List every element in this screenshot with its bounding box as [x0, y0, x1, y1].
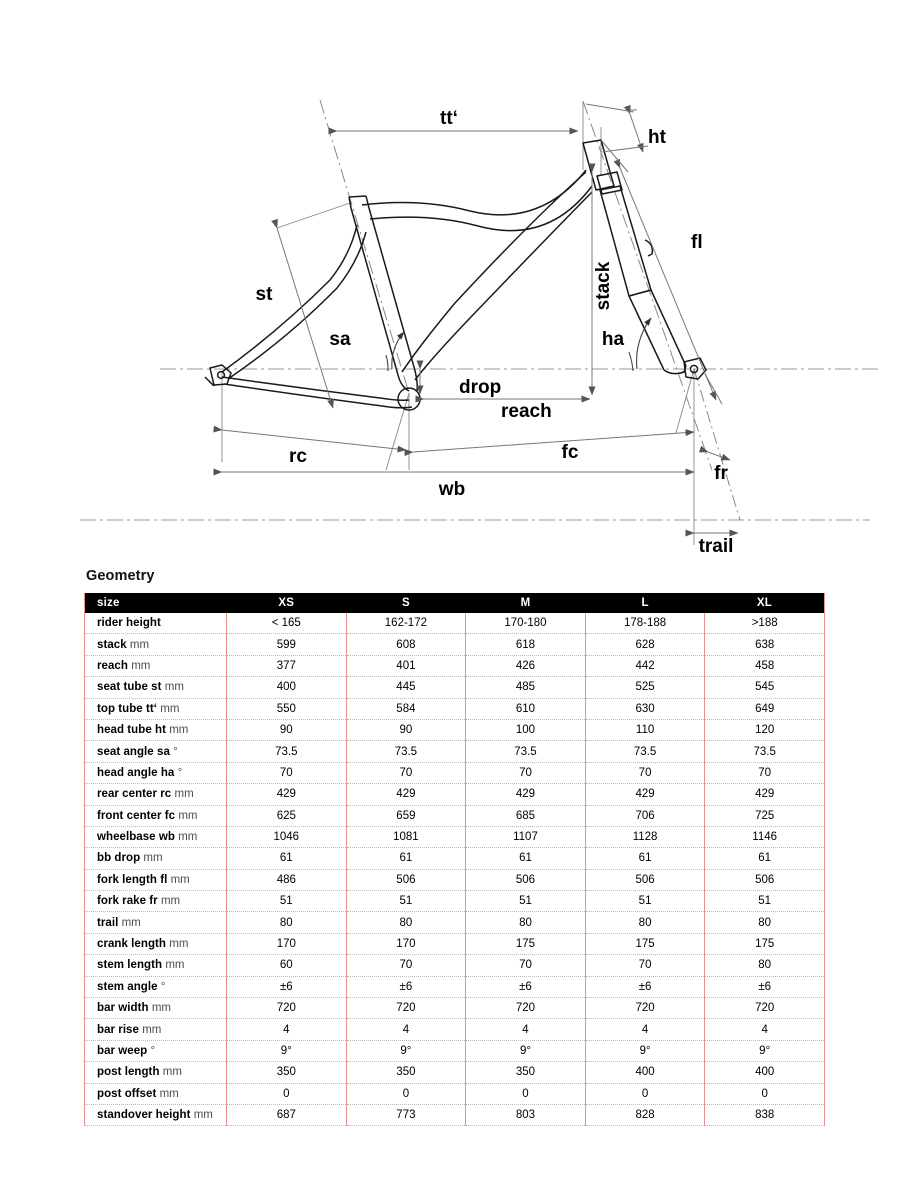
- cell-xs: 486: [227, 869, 347, 890]
- cell-xs: 80: [227, 912, 347, 933]
- page-title: Geometry: [86, 568, 155, 584]
- row-label: [85, 719, 227, 740]
- cell-xl: 175: [705, 933, 825, 954]
- label-sa: sa: [329, 329, 351, 350]
- label-reach: reach: [501, 401, 552, 422]
- table-row: [85, 1040, 825, 1061]
- cell-xl: >188: [705, 613, 825, 634]
- cell-xl: ±6: [705, 976, 825, 997]
- cell-s: ±6: [346, 976, 466, 997]
- row-label: [85, 805, 227, 826]
- cell-xs: < 165: [227, 613, 347, 634]
- cell-l: 400: [585, 1062, 705, 1083]
- row-label-unit: mm: [160, 895, 181, 908]
- row-label: [85, 634, 227, 655]
- label-st: st: [255, 284, 273, 305]
- cell-l: 61: [585, 848, 705, 869]
- table-row: [85, 613, 825, 634]
- row-label-name: fork rake fr: [97, 895, 158, 908]
- row-label-name: bar weep: [97, 1045, 148, 1057]
- row-label-name: fork length fl: [97, 873, 168, 886]
- cell-m: 685: [466, 805, 586, 826]
- row-label-name: bar width: [97, 1002, 149, 1015]
- cell-l: 178-188: [585, 613, 705, 634]
- row-label: [85, 1083, 227, 1104]
- table-row: [85, 655, 825, 676]
- cell-l: 828: [585, 1104, 705, 1125]
- table-row: [85, 826, 825, 847]
- header-row: [85, 593, 825, 613]
- table-row: [85, 1062, 825, 1083]
- row-label-name: bar rise: [97, 1023, 139, 1036]
- row-label: [85, 784, 227, 805]
- table-row: [85, 677, 825, 698]
- row-label-unit: °: [150, 1045, 156, 1057]
- diagram-labels: [256, 108, 734, 557]
- cell-s: 170: [346, 933, 466, 954]
- cell-s: 61: [346, 848, 466, 869]
- table-row: [85, 805, 825, 826]
- row-label-name: bb drop: [97, 852, 141, 865]
- cell-m: 720: [466, 998, 586, 1019]
- cell-xs: 60: [227, 955, 347, 976]
- header-m: M: [466, 593, 586, 613]
- cell-xs: 51: [227, 891, 347, 912]
- label-trail: trail: [698, 536, 734, 557]
- row-label-unit: mm: [170, 873, 190, 886]
- row-label: [85, 1040, 227, 1061]
- cell-xs: 9°: [227, 1040, 347, 1061]
- cell-s: 162-172: [346, 613, 466, 634]
- row-label-unit: mm: [164, 681, 184, 694]
- cell-l: 70: [585, 762, 705, 783]
- cell-l: 525: [585, 677, 705, 698]
- row-label-unit: mm: [151, 1002, 171, 1015]
- row-label-unit: mm: [159, 1087, 179, 1100]
- cell-xl: 0: [705, 1083, 825, 1104]
- table-row: [85, 891, 825, 912]
- table-row: [85, 784, 825, 805]
- row-label: [85, 955, 227, 976]
- cell-l: 720: [585, 998, 705, 1019]
- row-label-unit: °: [160, 980, 166, 993]
- table-row: [85, 719, 825, 740]
- cell-s: 90: [346, 719, 466, 740]
- row-label-name: post length: [97, 1066, 160, 1079]
- cell-m: 803: [466, 1104, 586, 1125]
- cell-s: 51: [346, 891, 466, 912]
- cell-m: 506: [466, 869, 586, 890]
- row-label-name: rear center rc: [97, 788, 172, 801]
- table-row: [85, 933, 825, 954]
- cell-xl: 649: [705, 698, 825, 719]
- header-xs: XS: [227, 593, 347, 613]
- cell-xs: 400: [227, 677, 347, 698]
- cell-m: 485: [466, 677, 586, 698]
- label-drop: drop: [459, 377, 502, 398]
- row-label-unit: mm: [178, 831, 198, 844]
- table-row: [85, 741, 825, 762]
- cell-m: 429: [466, 784, 586, 805]
- table-body: [85, 613, 825, 1126]
- cell-s: 608: [346, 634, 466, 655]
- table-row: [85, 869, 825, 890]
- header-s: S: [346, 593, 466, 613]
- label-fl: fl: [691, 232, 703, 253]
- table-row: [85, 998, 825, 1019]
- cell-xs: 90: [227, 719, 347, 740]
- cell-xl: 400: [705, 1062, 825, 1083]
- cell-l: ±6: [585, 976, 705, 997]
- row-label-unit: mm: [162, 1066, 182, 1079]
- cell-s: 80: [346, 912, 466, 933]
- label-stack: stack: [593, 261, 614, 311]
- cell-l: 706: [585, 805, 705, 826]
- cell-s: 4: [346, 1019, 466, 1040]
- row-label-name: seat angle sa: [97, 745, 170, 758]
- cell-l: 51: [585, 891, 705, 912]
- header-l: L: [585, 593, 705, 613]
- cell-xs: ±6: [227, 976, 347, 997]
- cell-s: 445: [346, 677, 466, 698]
- cell-l: 110: [585, 719, 705, 740]
- row-label: [85, 677, 227, 698]
- cell-xs: 687: [227, 1104, 347, 1125]
- cell-l: 9°: [585, 1040, 705, 1061]
- cell-m: 73.5: [466, 741, 586, 762]
- dimension-lines: [222, 104, 738, 533]
- bike-frame-svg: [0, 0, 900, 560]
- cell-l: 73.5: [585, 741, 705, 762]
- cell-xs: 599: [227, 634, 347, 655]
- cell-xl: 61: [705, 848, 825, 869]
- row-label: [85, 1062, 227, 1083]
- row-label-unit: mm: [160, 702, 180, 715]
- row-label-name: rider height: [97, 617, 161, 630]
- row-label: [85, 933, 227, 954]
- cell-l: 0: [585, 1083, 705, 1104]
- cell-m: 51: [466, 891, 586, 912]
- row-label: [85, 1104, 227, 1125]
- row-label: [85, 1019, 227, 1040]
- cell-xs: 170: [227, 933, 347, 954]
- cell-m: 61: [466, 848, 586, 869]
- cell-m: 1107: [466, 826, 586, 847]
- cell-l: 628: [585, 634, 705, 655]
- geometry-section: [84, 568, 824, 1126]
- label-ha: ha: [601, 329, 625, 350]
- cell-xs: 70: [227, 762, 347, 783]
- cell-s: 70: [346, 955, 466, 976]
- cell-xs: 0: [227, 1083, 347, 1104]
- cell-s: 350: [346, 1062, 466, 1083]
- cell-xl: 1146: [705, 826, 825, 847]
- row-label: [85, 613, 227, 634]
- row-label-name: stem angle: [97, 980, 158, 993]
- table-row: [85, 912, 825, 933]
- cell-m: 9°: [466, 1040, 586, 1061]
- header-xl: XL: [705, 593, 825, 613]
- row-label-name: top tube tt‘: [97, 702, 157, 715]
- cell-s: 401: [346, 655, 466, 676]
- row-label-name: post offset: [97, 1087, 157, 1100]
- cell-s: 1081: [346, 826, 466, 847]
- cell-m: 175: [466, 933, 586, 954]
- cell-xs: 350: [227, 1062, 347, 1083]
- row-label-name: reach: [97, 659, 128, 672]
- table-row: [85, 634, 825, 655]
- cell-l: 175: [585, 933, 705, 954]
- cell-l: 506: [585, 869, 705, 890]
- table-header: [85, 593, 825, 613]
- cell-xl: 506: [705, 869, 825, 890]
- row-label: [85, 655, 227, 676]
- cell-xl: 720: [705, 998, 825, 1019]
- row-label-name: head tube ht: [97, 724, 166, 737]
- cell-m: 70: [466, 762, 586, 783]
- cell-xl: 458: [705, 655, 825, 676]
- row-label-unit: °: [177, 766, 183, 779]
- label-fr: fr: [714, 463, 728, 484]
- row-label-unit: mm: [131, 659, 151, 672]
- cell-m: 70: [466, 955, 586, 976]
- table-row: [85, 1019, 825, 1040]
- label-wb: wb: [438, 479, 466, 500]
- cell-xs: 625: [227, 805, 347, 826]
- table-row: [85, 955, 825, 976]
- row-label: [85, 848, 227, 869]
- cell-s: 70: [346, 762, 466, 783]
- cell-xl: 725: [705, 805, 825, 826]
- cell-s: 429: [346, 784, 466, 805]
- cell-m: 100: [466, 719, 586, 740]
- label-tt: tt‘: [440, 108, 458, 129]
- table-row: [85, 762, 825, 783]
- cell-s: 9°: [346, 1040, 466, 1061]
- table-row: [85, 848, 825, 869]
- table-row: [85, 1104, 825, 1125]
- cell-m: 0: [466, 1083, 586, 1104]
- geometry-table: [84, 593, 825, 1126]
- cell-xl: 70: [705, 762, 825, 783]
- row-label-name: front center fc: [97, 809, 176, 822]
- cell-xl: 4: [705, 1019, 825, 1040]
- row-label-name: stem length: [97, 959, 163, 972]
- row-label: [85, 826, 227, 847]
- cell-xl: 429: [705, 784, 825, 805]
- cell-xs: 720: [227, 998, 347, 1019]
- table-row: [85, 1083, 825, 1104]
- row-label-unit: °: [173, 745, 178, 758]
- cell-s: 0: [346, 1083, 466, 1104]
- row-label-unit: mm: [165, 959, 185, 972]
- cell-s: 659: [346, 805, 466, 826]
- cell-xl: 545: [705, 677, 825, 698]
- row-label: [85, 891, 227, 912]
- cell-m: ±6: [466, 976, 586, 997]
- cell-s: 73.5: [346, 741, 466, 762]
- cell-xs: 429: [227, 784, 347, 805]
- cell-m: 610: [466, 698, 586, 719]
- row-label: [85, 998, 227, 1019]
- cell-l: 4: [585, 1019, 705, 1040]
- cell-xs: 377: [227, 655, 347, 676]
- row-label-name: seat tube st: [97, 681, 162, 694]
- row-label-name: head angle ha: [97, 766, 175, 779]
- cell-xl: 80: [705, 912, 825, 933]
- label-ht: ht: [648, 127, 666, 148]
- cell-s: 506: [346, 869, 466, 890]
- table-row: [85, 698, 825, 719]
- cell-m: 618: [466, 634, 586, 655]
- cell-l: 442: [585, 655, 705, 676]
- row-label: [85, 698, 227, 719]
- row-label-unit: mm: [129, 638, 150, 651]
- row-label-unit: mm: [178, 809, 198, 822]
- cell-xl: 838: [705, 1104, 825, 1125]
- table-row: [85, 976, 825, 997]
- cell-xs: 550: [227, 698, 347, 719]
- cell-xl: 120: [705, 719, 825, 740]
- cell-xs: 73.5: [227, 741, 347, 762]
- row-label-unit: mm: [174, 788, 194, 801]
- cell-xl: 638: [705, 634, 825, 655]
- bike-geometry-diagram: [0, 0, 900, 560]
- header-size: size: [85, 593, 227, 613]
- row-label: [85, 912, 227, 933]
- row-label-unit: mm: [169, 724, 189, 737]
- cell-s: 720: [346, 998, 466, 1019]
- row-label-name: trail: [97, 916, 119, 929]
- cell-xl: 9°: [705, 1040, 825, 1061]
- row-label-name: wheelbase wb: [97, 831, 175, 844]
- row-label-unit: mm: [169, 938, 189, 951]
- row-label-name: standover height: [97, 1109, 191, 1122]
- cell-l: 429: [585, 784, 705, 805]
- cell-xs: 61: [227, 848, 347, 869]
- cell-l: 1128: [585, 826, 705, 847]
- cell-xl: 80: [705, 955, 825, 976]
- cell-l: 80: [585, 912, 705, 933]
- cell-xl: 51: [705, 891, 825, 912]
- label-rc: rc: [289, 446, 307, 467]
- cell-s: 584: [346, 698, 466, 719]
- cell-m: 170-180: [466, 613, 586, 634]
- cell-l: 70: [585, 955, 705, 976]
- row-label: [85, 741, 227, 762]
- row-label-unit: mm: [193, 1109, 213, 1122]
- label-fc: fc: [561, 442, 579, 463]
- row-label: [85, 869, 227, 890]
- cell-m: 350: [466, 1062, 586, 1083]
- cell-xs: 1046: [227, 826, 347, 847]
- cell-xl: 73.5: [705, 741, 825, 762]
- cell-xs: 4: [227, 1019, 347, 1040]
- row-label: [85, 976, 227, 997]
- cell-m: 4: [466, 1019, 586, 1040]
- row-label-unit: mm: [143, 852, 163, 865]
- row-label-name: crank length: [97, 938, 166, 951]
- row-label: [85, 762, 227, 783]
- cell-l: 630: [585, 698, 705, 719]
- row-label-name: stack: [97, 638, 127, 651]
- cell-m: 426: [466, 655, 586, 676]
- row-label-unit: mm: [121, 916, 141, 929]
- row-label-unit: mm: [142, 1023, 162, 1036]
- cell-s: 773: [346, 1104, 466, 1125]
- cell-m: 80: [466, 912, 586, 933]
